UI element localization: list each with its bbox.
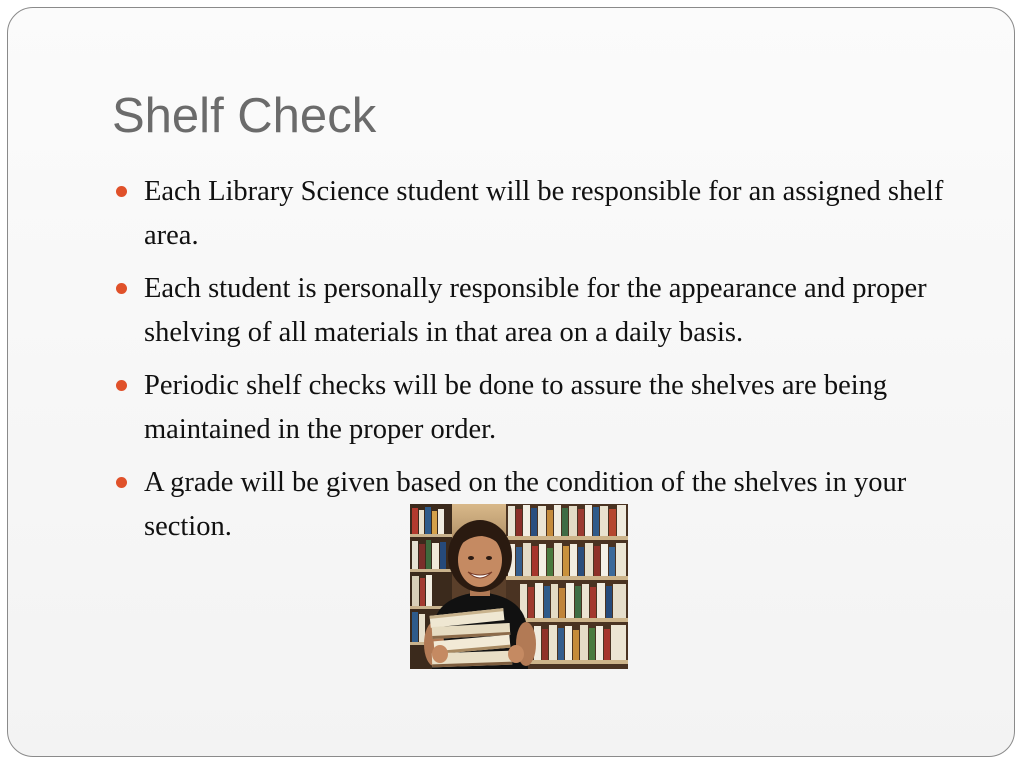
student-with-books-photo xyxy=(410,504,628,669)
bullet-item-2 xyxy=(144,267,964,355)
bullet-text: Each Library Science student will be responsible for an assigned shelf area. xyxy=(144,176,944,251)
bullet-text: Periodic shelf checks will be done to assure the shelves are being maintained in the proper order. xyxy=(144,370,888,445)
slide-title: Shelf Check xyxy=(112,89,377,143)
bullet-item-1 xyxy=(144,170,964,258)
bullet-text: Each student is personally responsible for the appearance and proper shelving of all materials in that area on a daily basis. xyxy=(144,273,927,348)
bullet-dot-icon xyxy=(116,380,127,391)
slide xyxy=(7,7,1015,757)
bullet-text: A grade will be given based on the condition of the shelves in your section. xyxy=(144,467,907,542)
bullet-dot-icon xyxy=(116,186,127,197)
bullet-item-3 xyxy=(144,364,964,452)
bullet-dot-icon xyxy=(116,283,127,294)
bullet-list xyxy=(144,170,964,558)
bullet-dot-icon xyxy=(116,477,127,488)
